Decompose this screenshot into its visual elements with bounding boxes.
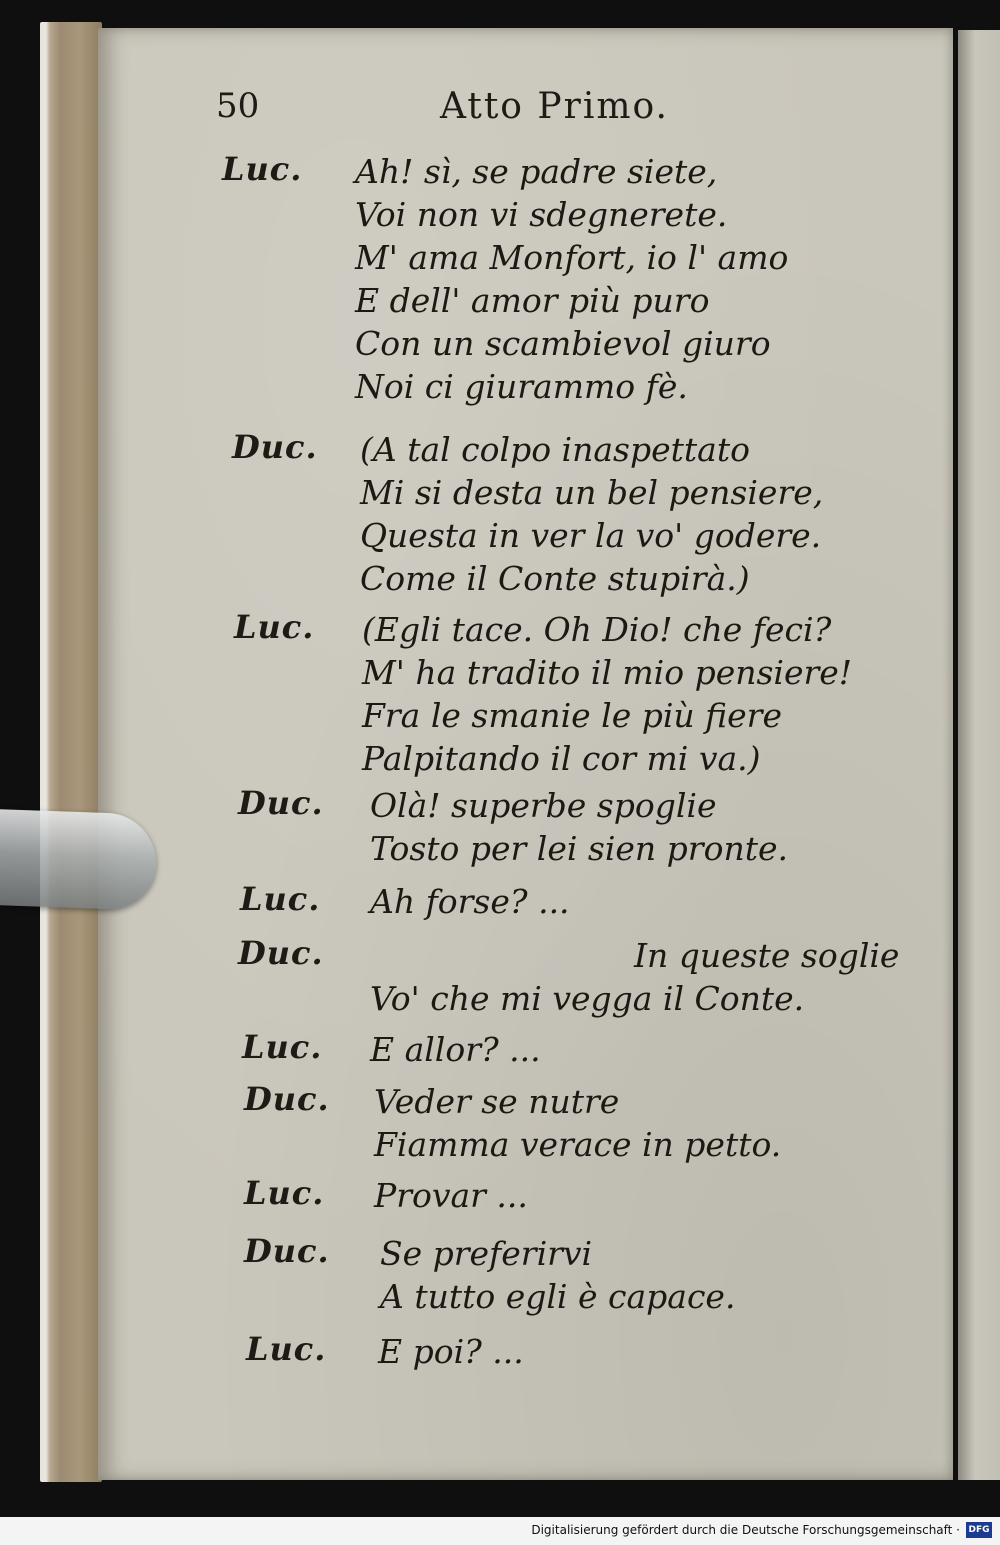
verse-line: Ah! sì, se padre siete, [355,152,718,191]
verse-line: Provar ... [374,1176,528,1215]
verse-line: E allor? ... [370,1030,541,1069]
dialogue-lines [370,1028,541,1071]
dfg-logo: DFG [966,1522,992,1538]
verse-line: A tutto egli è capace. [380,1277,736,1316]
verse-line: Palpitando il cor mi va.) [362,739,761,778]
speaker-label: Luc. [242,1028,323,1066]
dialogue-lines [370,880,570,923]
speaker-label: Duc. [244,1232,330,1270]
verse-line: Con un scambievol giuro [355,324,771,363]
verse-line: Se preferirvi [380,1234,593,1273]
dialogue-lines [370,784,788,870]
dialogue-lines [378,1330,524,1373]
speaker-label: Duc. [232,428,318,466]
footer-bar [0,1517,1000,1545]
speaker-label: Luc. [246,1330,327,1368]
speaker-label: Duc. [238,784,324,822]
verse-line: (A tal colpo inaspettato [360,430,750,469]
page-number: 50 [216,86,260,126]
dialogue-lines [374,1080,781,1166]
verse-line: In queste soglie [634,936,900,975]
verse-line: Tosto per lei sien pronte. [370,829,788,868]
verse-line: M' ama Monfort, io l' amo [355,238,789,277]
dialogue-lines [374,1174,528,1217]
speaker-label: Luc. [234,608,315,646]
verse-line: Voi non vi sdegnerete. [355,195,728,234]
verse-line: Veder se nutre [374,1082,620,1121]
speaker-label: Duc. [244,1080,330,1118]
verse-line: M' ha tradito il mio pensiere! [362,653,853,692]
dialogue-lines [355,150,788,408]
page-title: Atto Primo. [440,86,669,127]
verse-line: Fra le smanie le più fiere [362,696,782,735]
verse-line: Noi ci giurammo fè. [355,367,688,406]
dialogue-lines [380,1232,735,1318]
verse-line: Olà! superbe spoglie [370,786,717,825]
book-edge [40,22,102,1482]
verse-line: Vo' che mi vegga il Conte. [370,979,805,1018]
verse-line: Ah forse? ... [370,882,570,921]
verse-line: (Egli tace. Oh Dio! che feci? [362,610,832,649]
verse-line: Mi si desta un bel pensiere, [360,473,824,512]
speaker-label: Luc. [244,1174,325,1212]
verse-line: Questa in ver la vo' godere. [360,516,822,555]
speaker-label: Luc. [240,880,321,918]
verse-line: E poi? ... [378,1332,524,1371]
verse-line: Come il Conte stupirà.) [360,559,750,598]
speaker-label: Luc. [222,150,303,188]
dialogue-lines [362,608,852,780]
verse-line: Fiamma verace in petto. [374,1125,782,1164]
next-page-edge [958,30,1000,1480]
dialogue-lines [370,934,899,1020]
speaker-label: Duc. [238,934,324,972]
page-clip [0,809,156,910]
verse-line: E dell' amor più puro [355,281,710,320]
dialogue-lines [360,428,823,600]
footer-credit: Digitalisierung gefördert durch die Deutsche Forschungsgemeinschaft · [531,1523,960,1537]
